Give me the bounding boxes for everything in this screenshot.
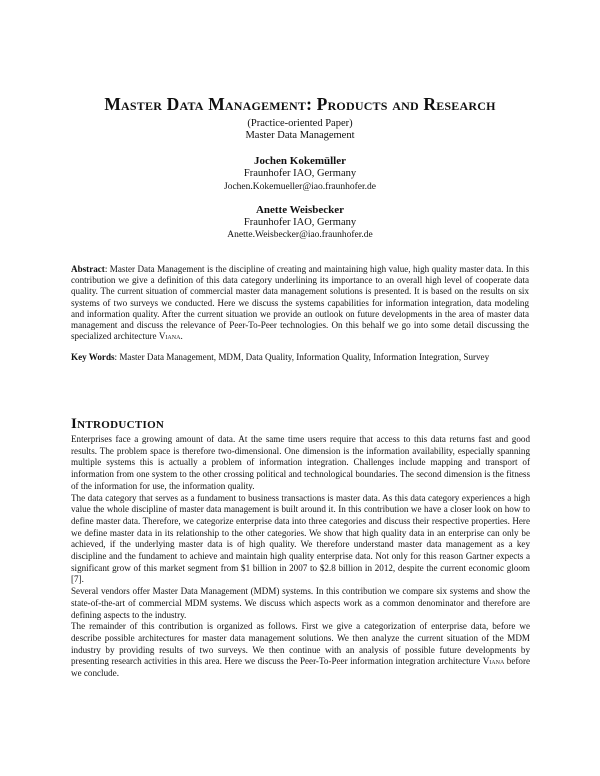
- abstract-end: .: [180, 331, 183, 342]
- abstract-text: : Master Data Management is the discipline of creating and maintaining high value, high quality master data. In this contribution we give a definition of this data category underlining its importance to an overall high level of cooperate data quality. The current situation of commercial master data management solutions is presented. It is based on the results on six systems of two surveys we conducted. Here we discuss the systems capabilities for information integration, data modeling and information quality. After the current situation we provide an outlook on future developments in the area of master data management and discuss the relevance of Peer-To-Peer technologies. On this behalf we go into some detail discussing the specialized architecture: [71, 264, 529, 342]
- paper-title: Master Data Management: Products and Research: [104, 94, 496, 114]
- author-affiliation: Fraunhofer IAO, Germany: [243, 168, 357, 179]
- paragraph-text: The remainder of this contribution is organized as follows. First we give a categorization of enterprise data, before we describe possible architectures for master data management solutions. We then analyze the current situation of the MDM industry by providing results of two surveys. We then continue with an analysis of possible future developments by presenting research activities in this area. Here we discuss the Peer-To-Peer information integration architecture: [71, 621, 530, 667]
- keywords: [71, 352, 541, 363]
- author-name: Anette Weisbecker: [255, 204, 345, 216]
- author-email: Jochen.Kokemueller@iao.fraunhofer.de: [224, 182, 376, 192]
- viana-term: Viana: [482, 656, 505, 667]
- abstract: [71, 264, 529, 342]
- keywords-text: : Master Data Management, MDM, Data Quality, Information Quality, Information Integration, Survey: [114, 352, 490, 362]
- introduction-body: [71, 434, 530, 680]
- author-email: Anette.Weisbecker@iao.fraunhofer.de: [227, 230, 373, 240]
- paragraph: Several vendors offer Master Data Management (MDM) systems. In this contribution we compare six systems and show the state-of-the-art of commercial MDM systems. We discuss which aspects work as a common denominator and therefore are defining aspects to the industry.: [71, 586, 530, 620]
- paragraph: Enterprises face a growing amount of data. At the same time users require that access to this data returns fast and good results. The problem space is therefore two-dimensional. One dimension is the information availability, especially spanning multiple systems this is actually a problem of information integration. Challenges include mapping and transport of information from one system to the other crossing political and technological boundaries. The second dimension is the fitness of the information for use, the information quality.: [71, 434, 530, 491]
- author-affiliation: Fraunhofer IAO, Germany: [243, 217, 357, 228]
- paper-topic: Master Data Management: [245, 130, 355, 141]
- section-heading-introduction: Introduction: [71, 416, 165, 432]
- paper-type: (Practice-oriented Paper): [247, 118, 353, 129]
- paragraph-end: before we conclude.: [71, 656, 531, 679]
- keywords-label: Key Words: [71, 352, 115, 362]
- abstract-label: Abstract: [71, 264, 105, 274]
- paragraph: The data category that serves as a fundament to business transactions is master data. As this data category experiences a high value the whole discipline of master data management is built around it. In this contribution we have a closer look on how to define master data. Therefore, we categorize enterprise data into three categories and discuss their respective properties. Here we define master data in its relationship to the other categories. We show that high quality data in an enterprise can only be achieved, if the underlying master data is of high quality. We therefore understand master data management as a key discipline and the fundament to achieve and maintain high quality enterprise data. Not only for this reason Gartner expects a significant grow of this market segment from $1 billion in 2007 to $2.8 billion in 2012, despite the current economic gloom [7].: [71, 492, 530, 585]
- abstract-viana: Viana: [158, 331, 181, 342]
- paragraph: [71, 621, 530, 680]
- author-name: Jochen Kokemüller: [254, 155, 346, 167]
